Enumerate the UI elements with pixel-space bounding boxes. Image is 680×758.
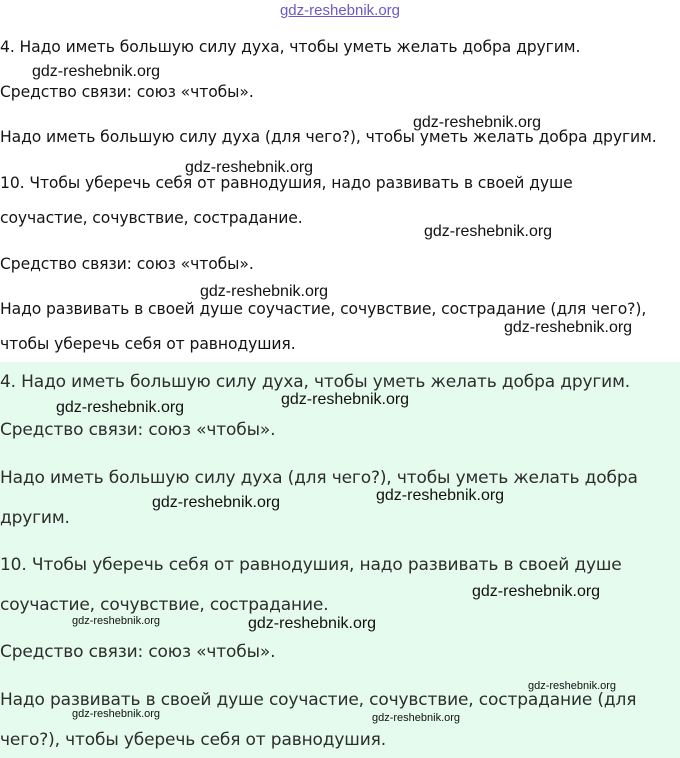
sentence-line: 10. Чтобы уберечь себя от равнодушия, надо развивать в своей душе: [0, 555, 622, 575]
watermark: gdz-reshebnik.org: [72, 615, 161, 627]
sentence-line: Средство связи: союз «чтобы».: [0, 420, 276, 440]
watermark: gdz-reshebnik.org: [424, 223, 553, 240]
sentence-line: Средство связи: союз «чтобы».: [0, 83, 254, 101]
sentence-line: соучастие, сочувствие, сострадание.: [0, 209, 303, 227]
watermark: gdz-reshebnik.org: [248, 615, 377, 632]
watermark: gdz-reshebnik.org: [72, 708, 161, 720]
watermark: gdz-reshebnik.org: [32, 63, 161, 80]
sentence-line: 4. Надо иметь большую силу духа, чтобы уметь желать добра другим.: [0, 38, 581, 56]
watermark: gdz-reshebnik.org: [372, 712, 461, 724]
watermark: gdz-reshebnik.org: [200, 283, 329, 300]
watermark: gdz-reshebnik.org: [413, 114, 542, 131]
watermark: gdz-reshebnik.org: [185, 159, 314, 176]
sentence-line: 4. Надо иметь большую силу духа, чтобы уметь желать добра другим.: [0, 372, 630, 392]
sentence-line: соучастие, сочувствие, сострадание.: [0, 595, 329, 615]
watermark: gdz-reshebnik.org: [152, 494, 281, 511]
watermark: gdz-reshebnik.org: [376, 487, 505, 504]
watermark: gdz-reshebnik.org: [528, 680, 617, 692]
sentence-line: Надо развивать в своей душе соучастие, сочувствие, сострадание (для: [0, 690, 637, 710]
sentence-line: Надо иметь большую силу духа (для чего?), чтобы уметь желать добра: [0, 468, 638, 488]
sentence-line: чего?), чтобы уберечь себя от равнодушия.: [0, 730, 386, 750]
sentence-line: чтобы уберечь себя от равнодушия.: [0, 335, 296, 353]
site-link[interactable]: gdz-reshebnik.org: [279, 2, 401, 19]
sentence-line: Средство связи: союз «чтобы».: [0, 642, 276, 662]
watermark: gdz-reshebnik.org: [472, 583, 601, 600]
sentence-line: 10. Чтобы уберечь себя от равнодушия, надо развивать в своей душе: [0, 174, 573, 192]
watermark: gdz-reshebnik.org: [56, 399, 185, 416]
sentence-line: Надо иметь большую силу духа (для чего?), чтобы уметь желать добра другим.: [0, 128, 657, 146]
sentence-line: Средство связи: союз «чтобы».: [0, 255, 254, 273]
watermark: gdz-reshebnik.org: [281, 391, 410, 408]
sentence-line: Надо развивать в своей душе соучастие, сочувствие, сострадание (для чего?),: [0, 300, 647, 318]
watermark: gdz-reshebnik.org: [504, 319, 633, 336]
sentence-line: другим.: [0, 508, 70, 528]
